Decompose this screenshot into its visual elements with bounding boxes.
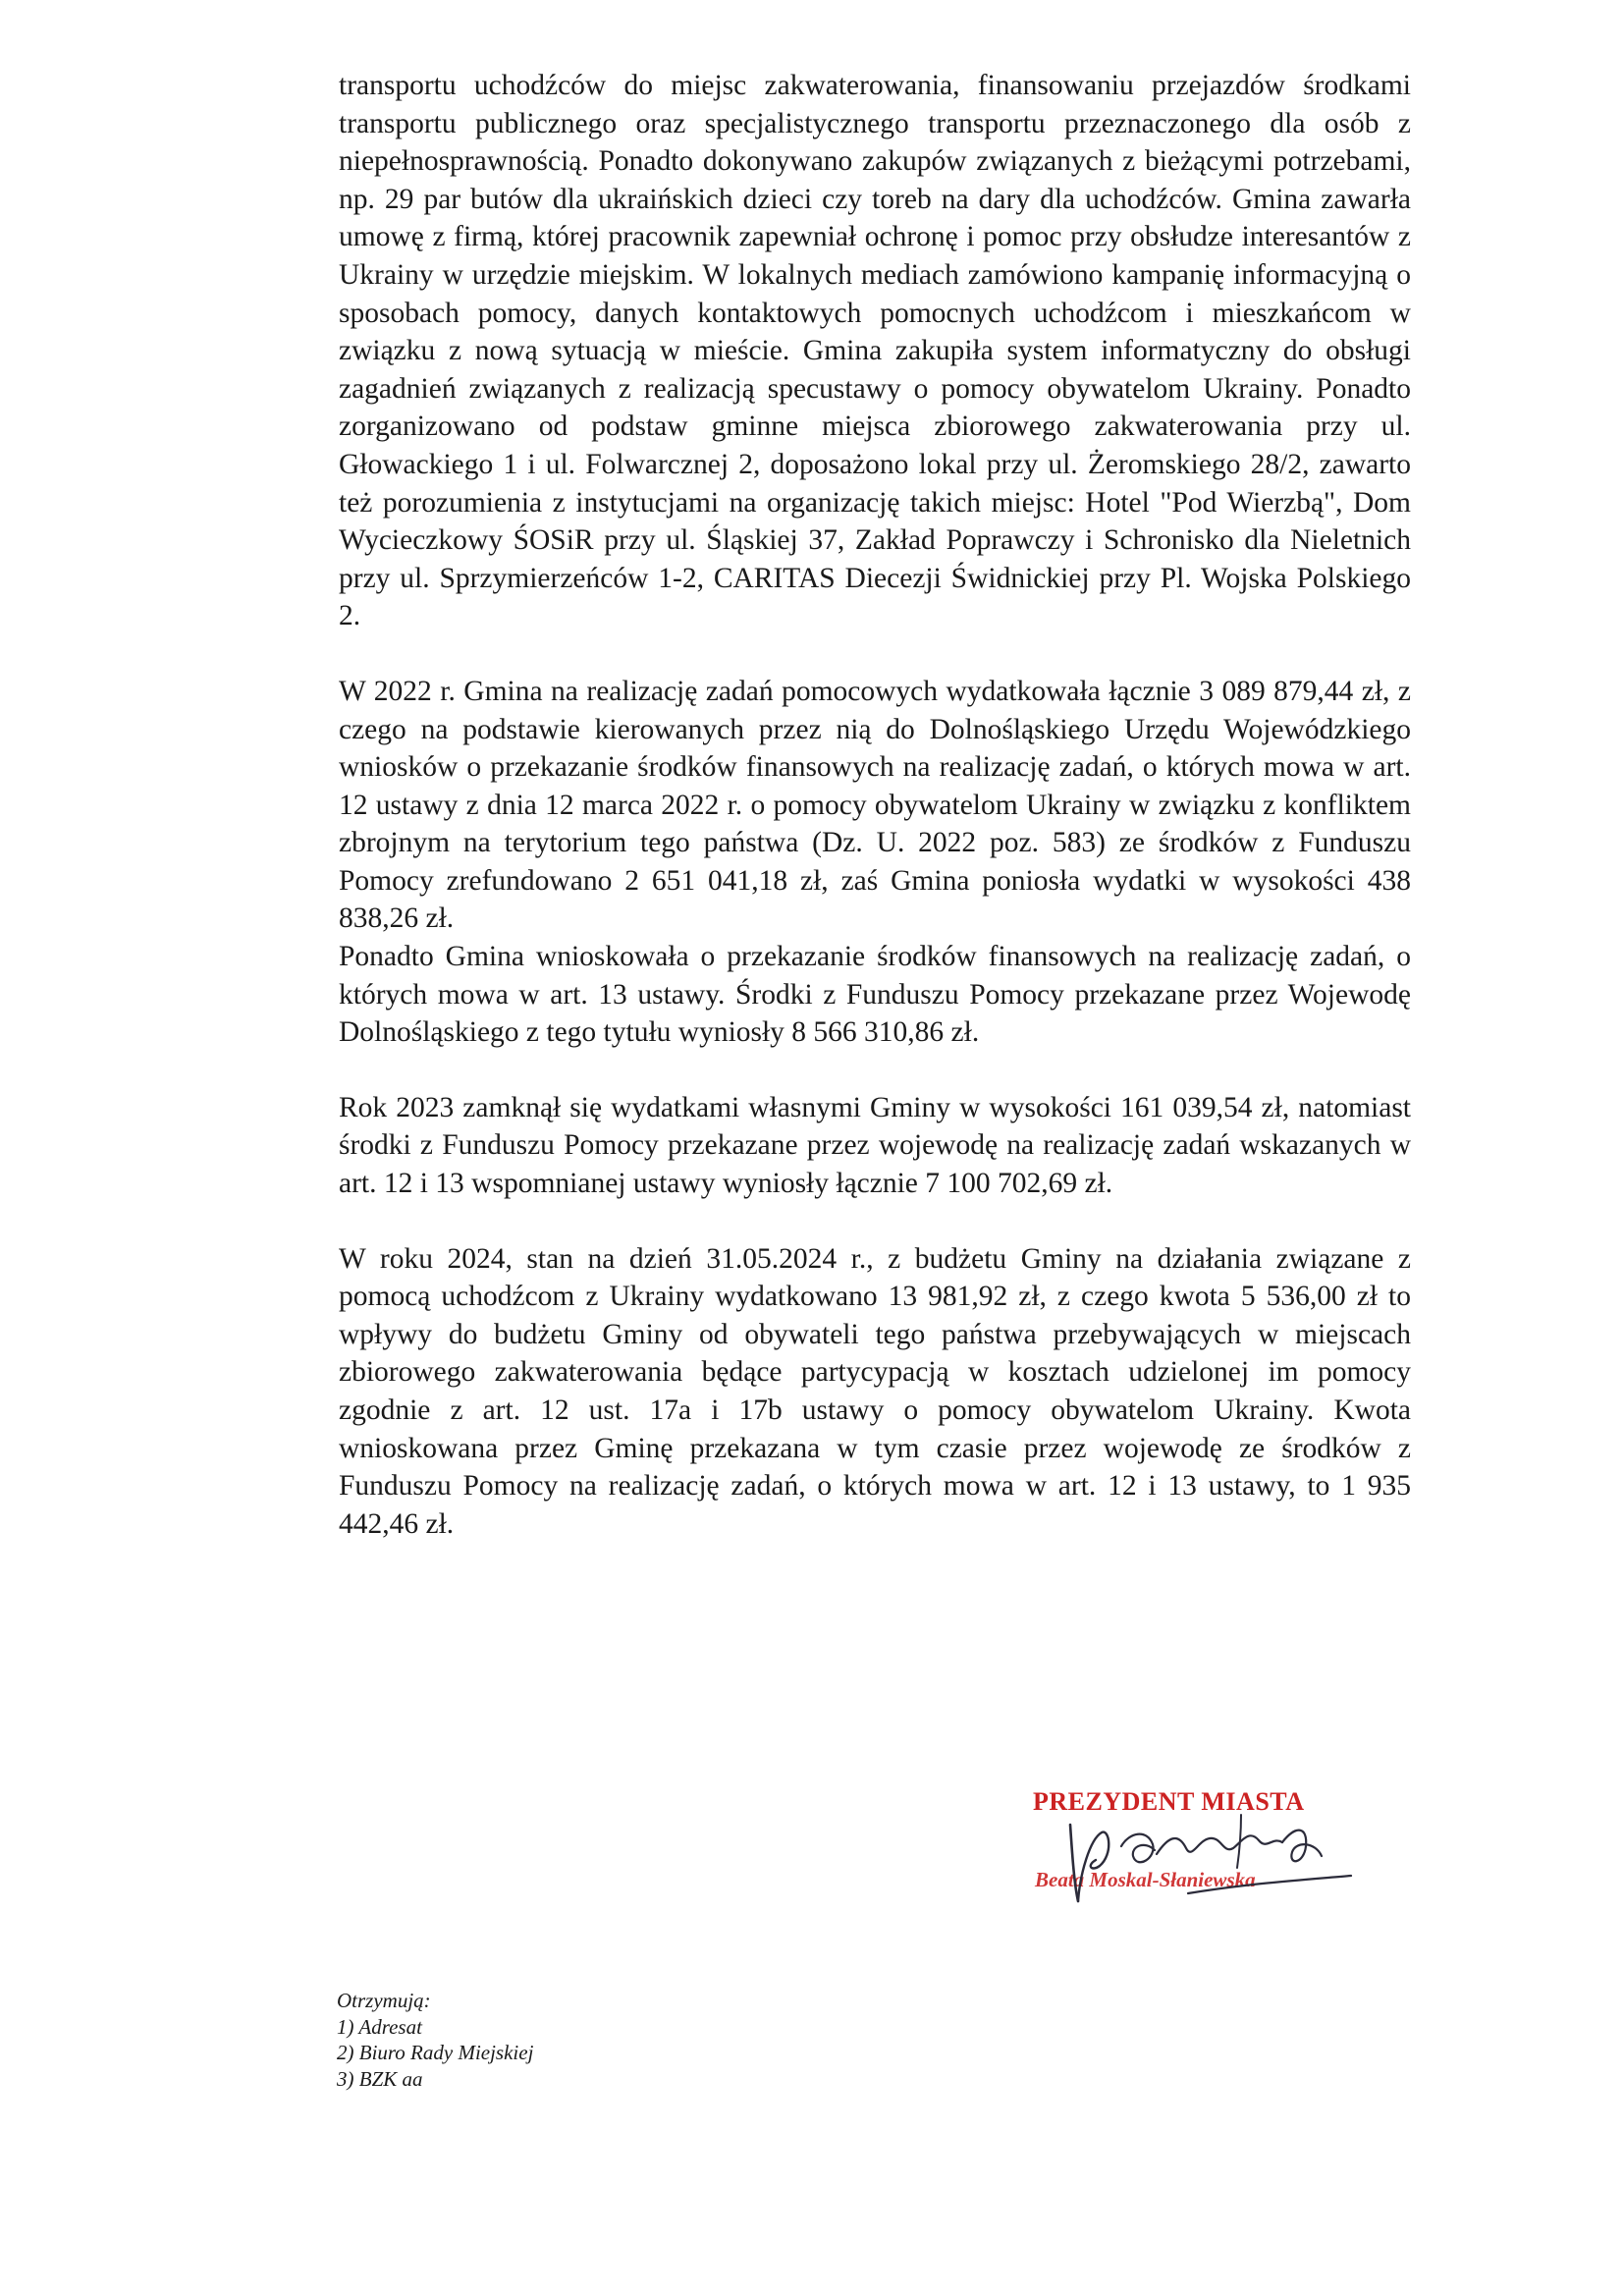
document-body	[339, 67, 1411, 1543]
recipient-item: 2) Biuro Rady Miejskiej	[337, 2041, 534, 2064]
paragraph-2022-expenses: W 2022 r. Gmina na realizację zadań pomocowych wydatkowała łącznie 3 089 879,44 zł, z czego na podstawie kierowanych przez nią do Dolnośląskiego Urzędu Wojewódzkiego wniosków o przekazanie środków finansowych na realizację zadań, o których mowa w art. 12 ustawy z dnia 12 marca 2022 r. o pomocy obywatelom Ukrainy w związku z konfliktem zbrojnym na terytorium tego państwa (Dz. U. 2022 poz. 583) ze środków z Funduszu Pomocy zrefundowano 2 651 041,18 zł, zaś Gmina poniosła wydatki w wysokości 438 838,26 zł.	[339, 675, 1411, 935]
mayor-signature-stamp	[1031, 1785, 1355, 1913]
paragraph-2023-expenses: Rok 2023 zamknął się wydatkami własnymi Gminy w wysokości 161 039,54 zł, natomiast środki z Funduszu Pomocy przekazane przez wojewodę na realizację zadań wskazanych w art. 12 i 13 wspomnianej ustawy wyniosły łącznie 7 100 702,69 zł.	[339, 1091, 1411, 1200]
recipients-heading: Otrzymują:	[337, 1989, 431, 2012]
paragraph-refugee-support-actions: transportu uchodźców do miejsc zakwaterowania, finansowaniu przejazdów środkami transportu publicznego oraz specjalistycznego transportu przeznaczonego dla osób z niepełnosprawnością. Ponadto dokonywano zakupów związanych z bieżącymi potrzebami, np. 29 par butów dla ukraińskich dzieci czy toreb na dary dla uchodźców. Gmina zawarła umowę z firmą, której pracownik zapewniał ochronę i pomoc przy obsłudze interesantów z Ukrainy w urzędzie miejskim. W lokalnych mediach zamówiono kampanię informacyjną o sposobach pomocy, danych kontaktowych pomocnych uchodźcom i mieszkańcom w związku z nową sytuacją w mieście. Gmina zakupiła system informatyczny do obsługi zagadnień związanych z realizacją specustawy o pomocy obywatelom Ukrainy. Ponadto zorganizowano od podstaw gminne miejsca zbiorowego zakwaterowania przy ul. Głowackiego 1 i ul. Folwarcznej 2, doposażono lokal przy ul. Żeromskiego 28/2, zawarto też porozumienia z instytucjami na organizację takich miejsc: Hotel "Pod Wierzbą", Dom Wycieczkowy ŚOSiR przy ul. Śląskiej 37, Zakład Poprawczy i Schronisko dla Nieletnich przy ul. Sprzymierzeńców 1-2, CARITAS Diecezji Świdnickiej przy Pl. Wojska Polskiego 2.	[339, 70, 1411, 632]
recipient-item: 3) BZK aa	[337, 2066, 423, 2091]
recipients-list	[337, 1988, 533, 2092]
signature-name: Beata Moskal-Słaniewska	[1035, 1868, 1256, 1891]
recipient-item: 1) Adresat	[337, 2014, 422, 2039]
signature-title: PREZYDENT MIASTA	[1033, 1787, 1305, 1816]
handwritten-signature-icon	[1031, 1785, 1355, 1913]
paragraph-art13-funds: Ponadto Gmina wnioskowała o przekazanie środków finansowych na realizację zadań, o których mowa w art. 13 ustawy. Środki z Funduszu Pomocy przekazane przez Wojewodę Dolnośląskiego z tego tytułu wyniosły 8 566 310,86 zł.	[339, 941, 1411, 1049]
paragraph-2024-expenses: W roku 2024, stan na dzień 31.05.2024 r., z budżetu Gminy na działania związane z pomocą uchodźcom z Ukrainy wydatkowano 13 981,92 zł, z czego kwota 5 536,00 zł to wpływy do budżetu Gminy od obywateli tego państwa przebywających w miejscach zbiorowego zakwaterowania będące partycypacją w kosztach udzielonej im pomocy zgodnie z art. 12 ust. 17a i 17b ustawy o pomocy obywatelom Ukrainy. Kwota wnioskowana przez Gminę przekazana w tym czasie przez wojewodę ze środków z Funduszu Pomocy na realizację zadań, o których mowa w art. 12 i 13 ustawy, to 1 935 442,46 zł.	[339, 1242, 1411, 1540]
